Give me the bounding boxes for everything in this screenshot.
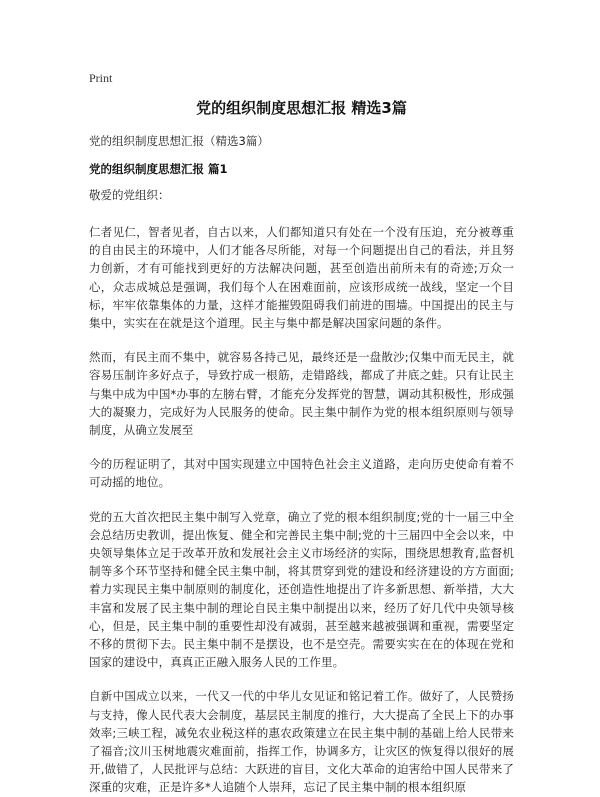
paragraph: 党的五大首次把民主集中制写入党章，确立了党的根本组织制度;党的十一届三中全会总结历史教训，提出恢复、健全和完善民主集中制;党的十三届四中全会以来，中央领导集体立足于改革开放和发展社会主义市场经济的实际，围绕思想教育,监督机制等多个环节坚持和健全民主集中制，将其贯穿到党的建设和经济建设的方方面面;着力实现民主集中制原则的制度化，还创造性地提出了许多新思想、新举措，大大丰富和发展了民主集中制的理论自民主集中制提出以来，经历了好几代中央领导核心，但是，民主集中制的重要性却没有减弱，甚至越来越被强调和重视，需要坚定不移的贯彻下去。民主集中制不是摆设，也不是空壳。需要实实在在的体现在党和国家的建设中，真真正正融入服务人民的工作里。 <box>89 509 514 670</box>
salutation: 敬爱的党组织： <box>89 188 170 202</box>
print-link[interactable]: Print <box>89 71 113 85</box>
section-heading: 党的组织制度思想汇报 篇1 <box>89 162 228 176</box>
paragraph: 然而，有民主而不集中，就容易各持己见，最终还是一盘散沙;仅集中而无民主，就容易压制许多好点子，导致拧成一根筋，走错路线，都成了井底之蛙。只有让民主与集中成为中国*办事的左膀右臂，才能充分发挥党的智慧，调动其积极性，形成强大的凝聚力，完成好为人民服务的使命。民主集中制作为党的根本组织原则与领导制度，从确立发展至 <box>89 350 514 438</box>
paragraph: 自新中国成立以来，一代又一代的中华儿女见证和铭记着工作。做好了，人民赞扬与支持，像人民代表大会制度，基层民主制度的推行，大大提高了全民上下的办事效率;三峡工程，减免农业税这样的惠农政策建立在民主集中制的基础上给人民带来了福音;汶川玉树地震灾难面前，指挥工作，协调多方，让灾区的恢复得以很好的展开,做错了，人民批评与总结：大跃进的盲目，文化大革命的迫害给中国人民带来了深重的灾难，正是许多*人追随个人崇拜，忘记了民主集中制的根本组织原 <box>89 689 514 795</box>
document-subtitle: 党的组织制度思想汇报（精选3篇） <box>89 134 269 148</box>
paragraph: 仁者见仁，智者见者，自古以来，人们都知道只有处在一个没有压迫，充分被尊重的自由民主的环境中，人们才能各尽所能，对每一个问题提出自己的看法，并且努力创新，才有可能找到更好的方法解决问题，甚至创造出前所未有的奇迹;万众一心，众志成城总是强调，我们每个人在困难面前，应该形成统一战线，坚定一个目标，牢牢依靠集体的力量，这样才能摧毁阻碍我们前进的围墙。中国提出的民主与集中，实实在在就是这个道理。民主与集中都是解决国家问题的条件。 <box>89 225 514 331</box>
document-title: 党的组织制度思想汇报 精选3篇 <box>196 99 407 117</box>
paragraph: 今的历程证明了，其对中国实现建立中国特色社会主义道路，走向历史使命有着不可动摇的地位。 <box>89 457 514 490</box>
